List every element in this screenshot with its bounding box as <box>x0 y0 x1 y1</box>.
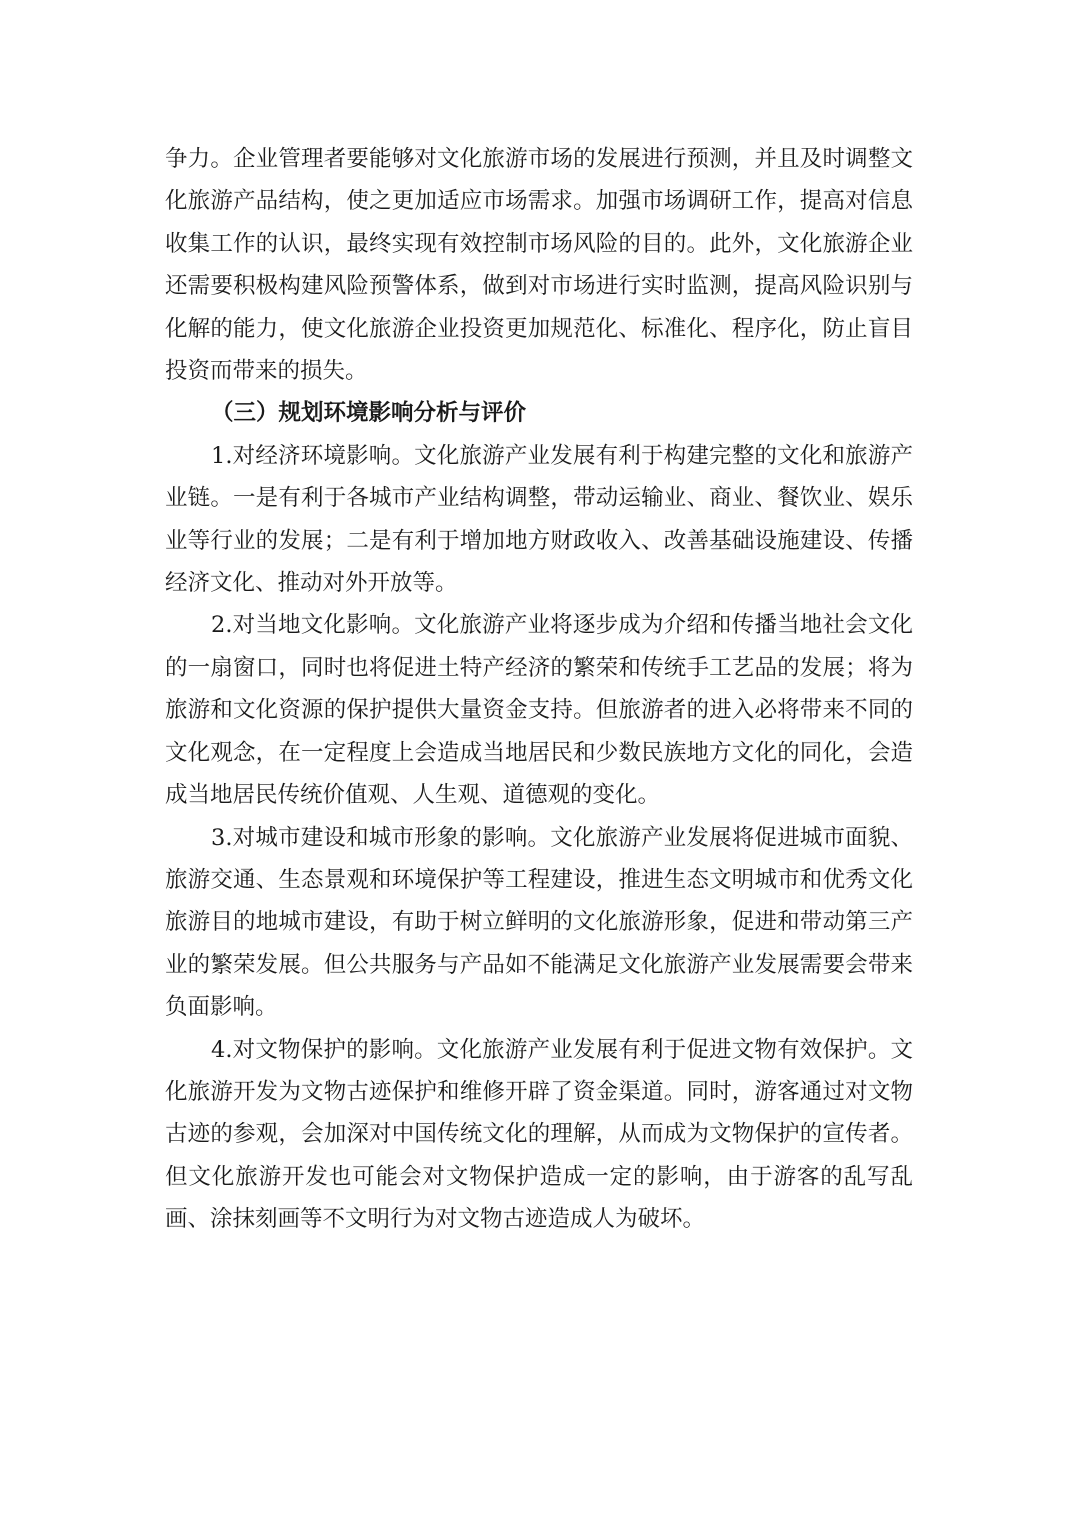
paragraph-economic-impact: 1.对经济环境影响。文化旅游产业发展有利于构建完整的文化和旅游产业链。一是有利于各城市产业结构调整，带动运输业、商业、餐饮业、娱乐业等行业的发展；二是有利于增加地方财政收入、改善基础设施建设、传播经济文化、推动对外开放等。 <box>165 442 913 597</box>
paragraph-heritage-impact: 4.对文物保护的影响。文化旅游产业发展有利于促进文物有效保护。文化旅游开发为文物古迹保护和维修开辟了资金渠道。同时，游客通过对文物古迹的参观，会加深对中国传统文化的理解，从而成为文物保护的宣传者。但文化旅游开发也可能会对文物保护造成一定的影响，由于游客的乱写乱画、涂抹刻画等不文明行为对文物古迹造成人为破坏。 <box>165 1036 913 1233</box>
section-heading: （三）规划环境影响分析与评价 <box>211 400 527 427</box>
paragraph-cultural-impact: 2.对当地文化影响。文化旅游产业将逐步成为介绍和传播当地社会文化的一扇窗口，同时也将促进土特产经济的繁荣和传统手工艺品的发展；将为旅游和文化资源的保护提供大量资金支持。但旅游者的进入必将带来不同的文化观念，在一定程度上会造成当地居民和少数民族地方文化的同化，会造成当地居民传统价值观、人生观、道德观的变化。 <box>165 612 913 809</box>
paragraph-continuation: 争力。企业管理者要能够对文化旅游市场的发展进行预测，并且及时调整文化旅游产品结构，使之更加适应市场需求。加强市场调研工作，提高对信息收集工作的认识，最终实现有效控制市场风险的目的。此外，文化旅游企业还需要积极构建风险预警体系，做到对市场进行实时监测，提高风险识别与化解的能力，使文化旅游企业投资更加规范化、标准化、程序化，防止盲目投资而带来的损失。 <box>165 146 913 385</box>
document-body <box>165 138 913 1241</box>
paragraph-urban-impact: 3.对城市建设和城市形象的影响。文化旅游产业发展将促进城市面貌、旅游交通、生态景观和环境保护等工程建设，推进生态文明城市和优秀文化旅游目的地城市建设，有助于树立鲜明的文化旅游形象，促进和带动第三产业的繁荣发展。但公共服务与产品如不能满足文化旅游产业发展需要会带来负面影响。 <box>165 824 913 1021</box>
